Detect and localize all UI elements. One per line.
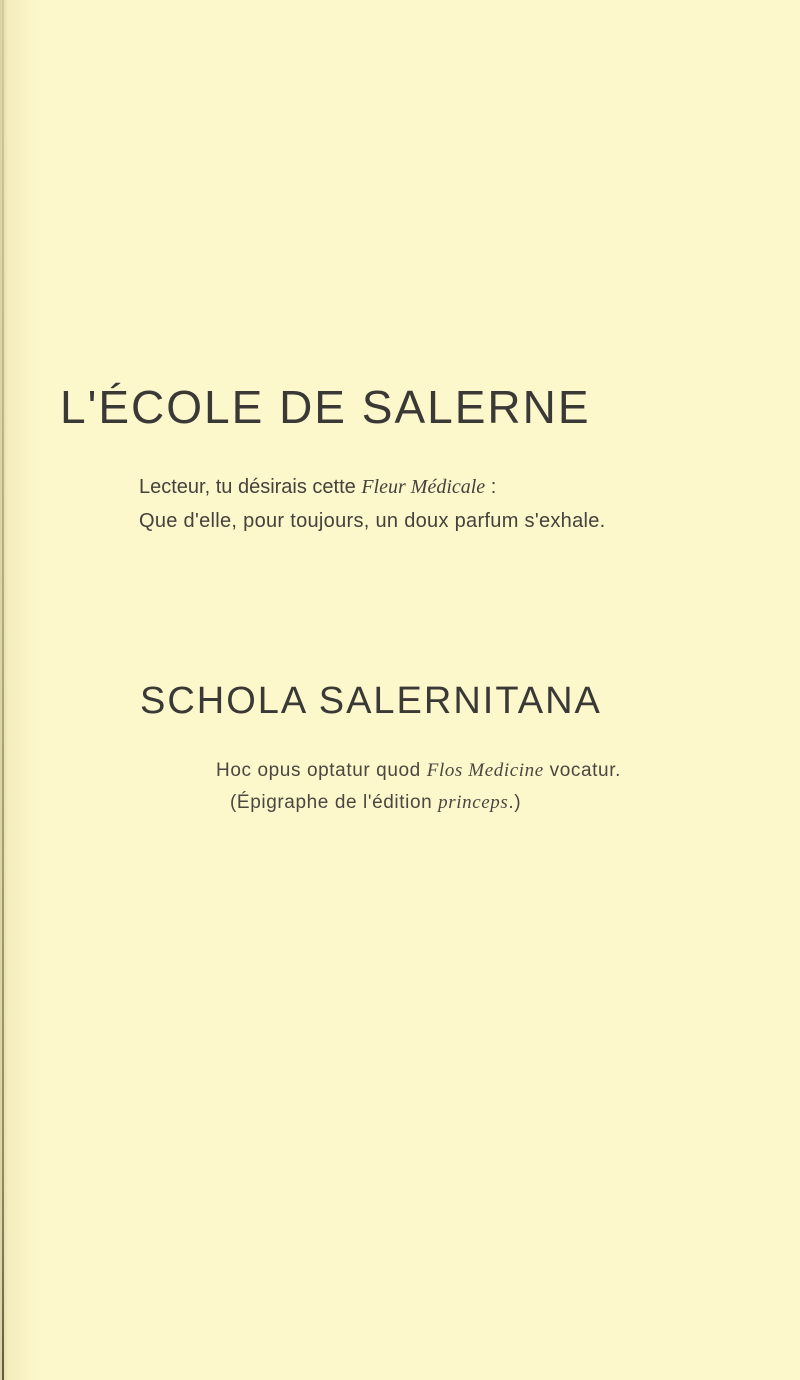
epigraph-source-note <box>230 792 521 814</box>
page-gutter-edge <box>2 0 4 1380</box>
source-note-suffix: .) <box>508 792 522 813</box>
latin-verse-prefix: Hoc opus optatur quod <box>216 760 427 781</box>
french-verse-1-prefix: Lecteur, tu désirais cette <box>139 476 362 498</box>
source-note-italic: princeps <box>438 792 509 813</box>
french-verse-line-2: Que d'elle, pour toujours, un doux parfum s'exhale. <box>139 510 606 532</box>
latin-verse-suffix: vocatur. <box>543 760 621 781</box>
latin-verse-italic: Flos Medicine <box>426 760 544 781</box>
latin-title: SCHOLA SALERNITANA <box>140 680 602 722</box>
latin-verse-line <box>216 760 621 782</box>
french-title: L'ÉCOLE DE SALERNE <box>60 381 591 433</box>
french-verse-1-suffix: : <box>485 476 497 498</box>
french-verse-1-italic: Fleur Médicale <box>361 476 486 498</box>
source-note-prefix: (Épigraphe de l'édition <box>230 792 439 813</box>
french-verse-line-1 <box>139 476 496 499</box>
